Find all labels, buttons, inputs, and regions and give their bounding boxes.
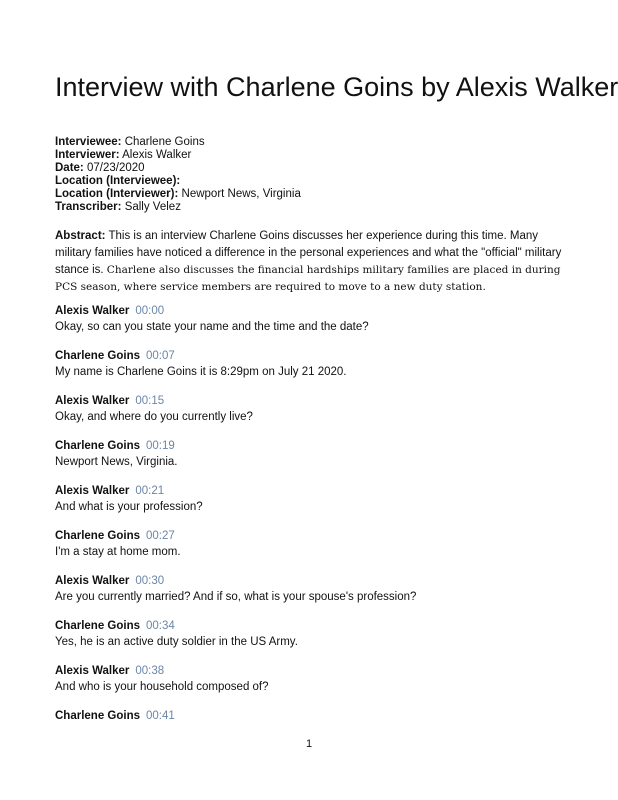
speaker-line bbox=[55, 303, 575, 319]
transcript-turn bbox=[55, 438, 575, 483]
timestamp: 00:41 bbox=[146, 710, 175, 722]
meta-value: 07/23/2020 bbox=[86, 162, 145, 174]
speaker-line bbox=[55, 663, 575, 679]
utterance: And what is your profession? bbox=[55, 501, 203, 513]
speaker-name: Charlene Goins bbox=[55, 440, 140, 452]
abstract-label: Abstract: bbox=[55, 230, 106, 242]
meta-label: Date: bbox=[55, 162, 84, 174]
meta-value: Sally Velez bbox=[124, 201, 181, 213]
speaker-line bbox=[55, 348, 575, 364]
meta-label: Location (Interviewer): bbox=[55, 188, 179, 200]
abstract-text-serif: Charlene also discusses the financial hardships military families are placed in during PCS season, where service members are required to move to a new duty station. bbox=[55, 264, 561, 293]
timestamp: 00:00 bbox=[135, 305, 165, 317]
transcript-turn bbox=[55, 393, 575, 438]
utterance: Okay, and where do you currently live? bbox=[55, 411, 253, 423]
meta-location-interviewee bbox=[55, 175, 301, 188]
timestamp: 00:07 bbox=[146, 350, 175, 362]
speaker-name: Charlene Goins bbox=[55, 350, 140, 362]
speaker-line bbox=[55, 438, 575, 454]
meta-transcriber bbox=[55, 201, 301, 214]
utterance: Okay, so can you state your name and the time and the date? bbox=[55, 321, 369, 333]
utterance: Newport News, Virginia. bbox=[55, 456, 178, 468]
meta-label: Interviewee: bbox=[55, 136, 122, 148]
meta-value: Newport News, Virginia bbox=[181, 188, 301, 200]
timestamp: 00:30 bbox=[135, 575, 165, 587]
speaker-name: Alexis Walker bbox=[55, 305, 130, 317]
meta-interviewee bbox=[55, 136, 301, 149]
timestamp: 00:15 bbox=[135, 395, 165, 407]
document-title: Interview with Charlene Goins by Alexis Walker bbox=[55, 72, 618, 102]
speaker-name: Alexis Walker bbox=[55, 485, 130, 497]
utterance: My name is Charlene Goins it is 8:29pm on July 21 2020. bbox=[55, 366, 347, 378]
transcript-turn bbox=[55, 663, 575, 708]
utterance: I'm a stay at home mom. bbox=[55, 546, 181, 558]
speaker-line bbox=[55, 528, 575, 544]
meta-label: Transcriber: bbox=[55, 201, 122, 213]
timestamp: 00:19 bbox=[146, 440, 175, 452]
timestamp: 00:38 bbox=[135, 665, 165, 677]
speaker-line bbox=[55, 393, 575, 409]
speaker-name: Alexis Walker bbox=[55, 575, 130, 587]
abstract bbox=[55, 228, 575, 296]
timestamp: 00:27 bbox=[146, 530, 175, 542]
transcript-turn bbox=[55, 483, 575, 528]
utterance: And who is your household composed of? bbox=[55, 681, 269, 693]
transcript-turn bbox=[55, 618, 575, 663]
speaker-line bbox=[55, 483, 575, 499]
meta-interviewer bbox=[55, 149, 301, 162]
speaker-name: Alexis Walker bbox=[55, 395, 130, 407]
meta-date bbox=[55, 162, 301, 175]
speaker-name: Charlene Goins bbox=[55, 710, 140, 722]
utterance: Are you currently married? And if so, what is your spouse's profession? bbox=[55, 591, 417, 603]
meta-location-interviewer bbox=[55, 188, 301, 201]
meta-label: Location (Interviewee): bbox=[55, 175, 181, 187]
speaker-line bbox=[55, 708, 575, 724]
abstract-text: This is an interview Charlene Goins discusses her experience during this time. Many military families have noticed a difference in the personal experiences and what the "official" military stance is. bbox=[55, 230, 562, 276]
meta-value: Alexis Walker bbox=[122, 149, 192, 161]
meta-label: Interviewer: bbox=[55, 149, 120, 161]
transcript bbox=[55, 303, 575, 753]
timestamp: 00:34 bbox=[146, 620, 175, 632]
transcript-turn bbox=[55, 303, 575, 348]
transcript-turn bbox=[55, 348, 575, 393]
utterance: Yes, he is an active duty soldier in the US Army. bbox=[55, 636, 298, 648]
speaker-name: Charlene Goins bbox=[55, 620, 140, 632]
meta-value: Charlene Goins bbox=[124, 136, 205, 148]
transcript-turn bbox=[55, 528, 575, 573]
speaker-name: Charlene Goins bbox=[55, 530, 140, 542]
page-number: 1 bbox=[305, 738, 313, 750]
speaker-line bbox=[55, 618, 575, 634]
speaker-name: Alexis Walker bbox=[55, 665, 130, 677]
interview-metadata bbox=[55, 136, 301, 214]
transcript-turn bbox=[55, 573, 575, 618]
speaker-line bbox=[55, 573, 575, 589]
timestamp: 00:21 bbox=[135, 485, 165, 497]
